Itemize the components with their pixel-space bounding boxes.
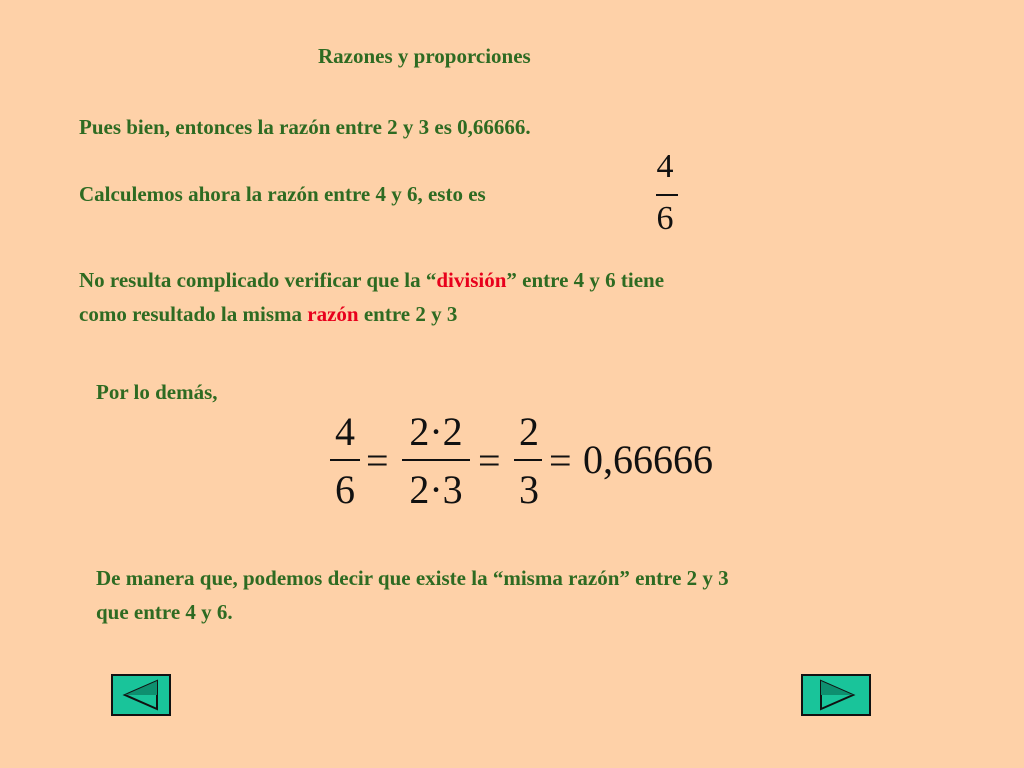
- equals-sign: =: [478, 438, 501, 483]
- eq-f3-bar: [514, 459, 542, 461]
- eq-f1-numerator: 4: [335, 409, 355, 454]
- por-lo-demas-text: Por lo demás,: [96, 380, 218, 404]
- previous-slide-button[interactable]: [111, 674, 171, 716]
- eq-f3-numerator: 2: [519, 409, 539, 454]
- eq-f1-denominator: 6: [335, 467, 355, 512]
- next-slide-button[interactable]: [801, 674, 871, 716]
- calculate-statement: Calculemos ahora la razón entre 4 y 6, esto es: [79, 182, 486, 206]
- equals-sign: =: [366, 438, 389, 483]
- text-segment: ” entre 4 y 6 tiene: [506, 268, 665, 292]
- conclusion-line-2: que entre 4 y 6.: [96, 600, 233, 624]
- triangle-right-icon: [803, 676, 869, 714]
- eq-f3-denominator: 3: [519, 467, 539, 512]
- paragraph-line-2: [79, 302, 457, 327]
- fraction-bar: [656, 194, 678, 196]
- highlight-division: división: [436, 268, 507, 292]
- highlight-razon: razón: [307, 302, 359, 326]
- eq-f2-numerator: 2·2: [409, 409, 463, 454]
- conclusion-line-1: De manera que, podemos decir que existe la “misma razón” entre 2 y 3: [96, 566, 729, 590]
- triangle-left-icon: [113, 676, 169, 714]
- text-segment: entre 2 y 3: [358, 302, 458, 326]
- eq-f2-bar: [402, 459, 470, 461]
- fraction-denominator: 6: [656, 200, 674, 237]
- eq-f2-denominator: 2·3: [409, 467, 463, 512]
- equals-sign: =: [549, 438, 572, 483]
- slide-title: Razones y proporciones: [318, 44, 531, 68]
- text-segment: No resulta complicado verificar que la “: [79, 268, 437, 292]
- text-segment: como resultado la misma: [79, 302, 308, 326]
- eq-f1-bar: [330, 459, 360, 461]
- ratio-statement: Pues bien, entonces la razón entre 2 y 3 es 0,66666.: [79, 115, 531, 139]
- fraction-numerator: 4: [656, 148, 674, 185]
- eq-result: 0,66666: [583, 437, 713, 482]
- paragraph-line-1: [79, 268, 664, 293]
